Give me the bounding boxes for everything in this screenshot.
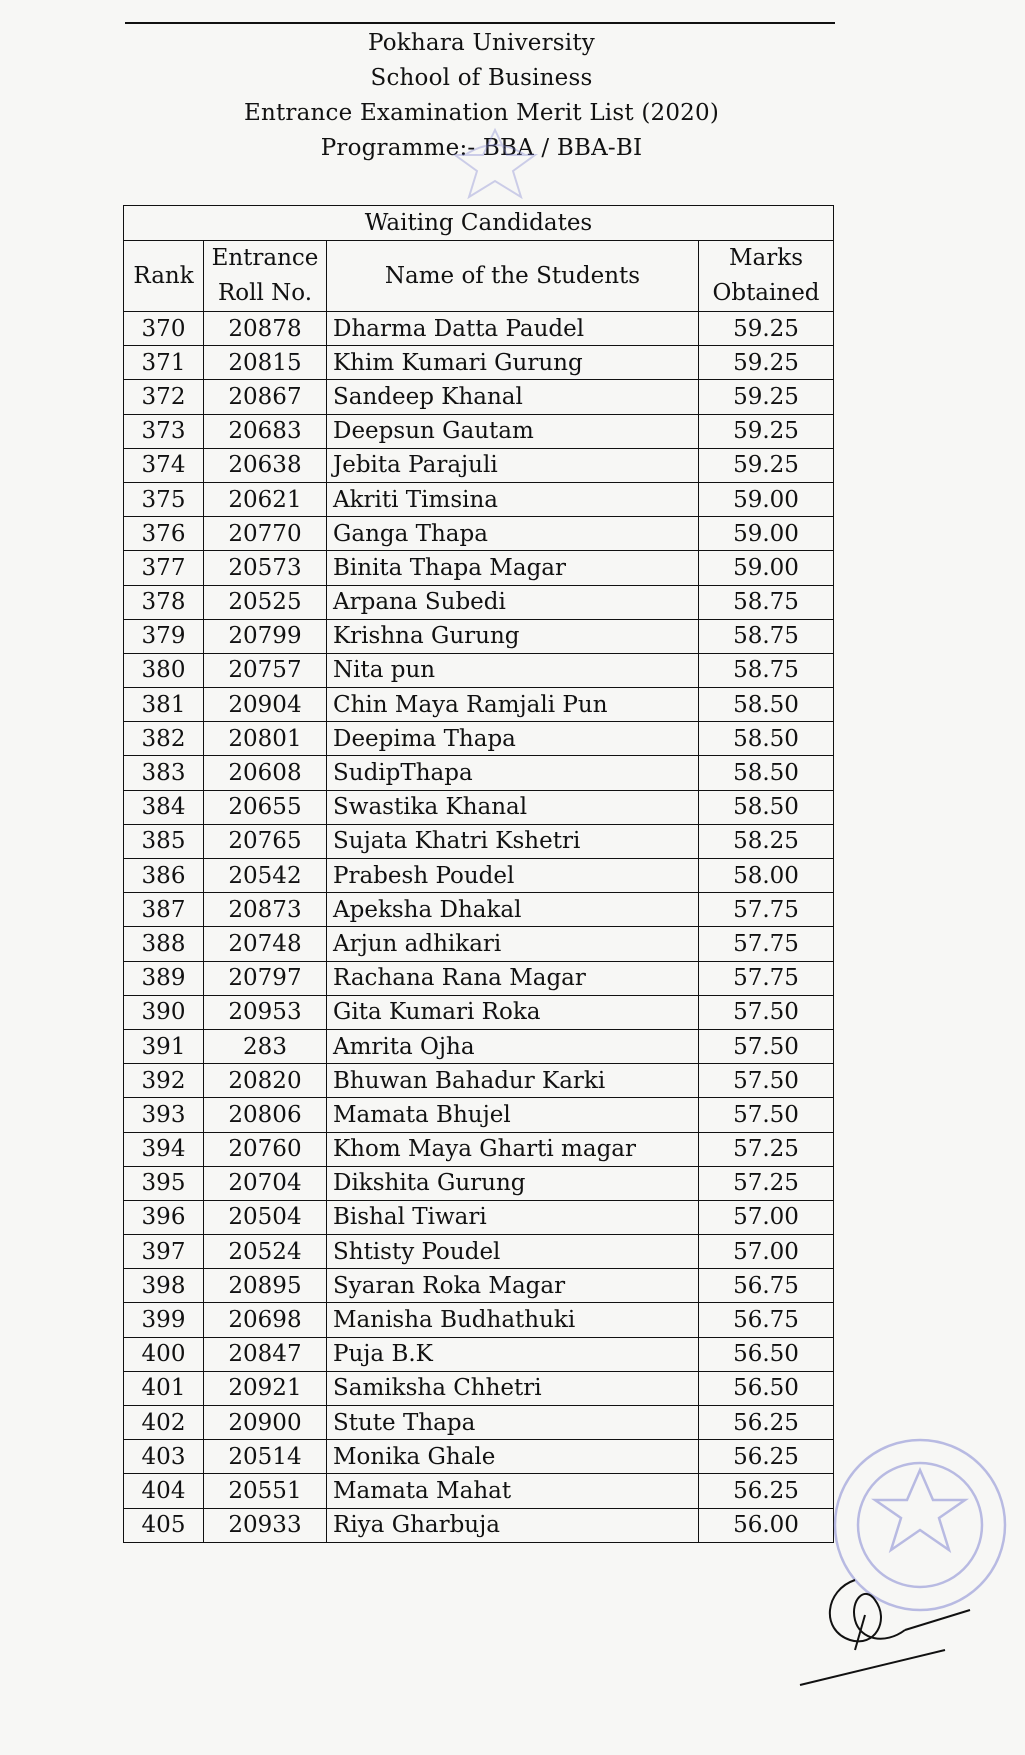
table-row	[124, 995, 834, 1029]
rank-cell: 397	[124, 1235, 204, 1269]
name-cell: Sujata Khatri Kshetri	[327, 824, 699, 858]
table-row	[124, 1508, 834, 1542]
marks-cell: 58.75	[699, 653, 834, 687]
rank-cell: 394	[124, 1132, 204, 1166]
name-cell: Monika Ghale	[327, 1440, 699, 1474]
name-cell: Khom Maya Gharti magar	[327, 1132, 699, 1166]
name-cell: Deepima Thapa	[327, 722, 699, 756]
rank-cell: 382	[124, 722, 204, 756]
table-row	[124, 1371, 834, 1405]
marks-cell: 57.00	[699, 1235, 834, 1269]
table-row	[124, 1098, 834, 1132]
programme-name: Programme:- BBA / BBA-BI	[320, 135, 643, 161]
top-rule	[125, 22, 835, 24]
marks-cell: 56.25	[699, 1406, 834, 1440]
rank-cell: 401	[124, 1371, 204, 1405]
table-row	[124, 414, 834, 448]
signature-icon	[795, 1520, 995, 1690]
roll-cell: 20820	[204, 1064, 327, 1098]
roll-cell: 20900	[204, 1406, 327, 1440]
name-cell: Krishna Gurung	[327, 619, 699, 653]
name-cell: Jebita Parajuli	[327, 448, 699, 482]
roll-cell: 20757	[204, 653, 327, 687]
school-name: School of Business	[370, 65, 593, 91]
rank-cell: 388	[124, 927, 204, 961]
roll-cell: 20878	[204, 312, 327, 346]
marks-cell: 56.50	[699, 1337, 834, 1371]
marks-cell: 57.75	[699, 961, 834, 995]
rank-cell: 395	[124, 1166, 204, 1200]
table-row	[124, 346, 834, 380]
name-cell: Dikshita Gurung	[327, 1166, 699, 1200]
name-cell: Ganga Thapa	[327, 517, 699, 551]
roll-cell: 20921	[204, 1371, 327, 1405]
roll-cell: 20551	[204, 1474, 327, 1508]
rank-cell: 380	[124, 653, 204, 687]
marks-cell: 58.25	[699, 824, 834, 858]
marks-cell: 57.75	[699, 893, 834, 927]
caption-row	[124, 206, 834, 241]
table-row	[124, 790, 834, 824]
list-title: Entrance Examination Merit List (2020)	[243, 100, 720, 126]
roll-cell: 20873	[204, 893, 327, 927]
table-row	[124, 688, 834, 722]
name-cell: Puja B.K	[327, 1337, 699, 1371]
name-cell: Samiksha Chhetri	[327, 1371, 699, 1405]
name-cell: Nita pun	[327, 653, 699, 687]
table-row	[124, 380, 834, 414]
table-row	[124, 1200, 834, 1234]
marks-cell: 57.25	[699, 1166, 834, 1200]
rank-cell: 405	[124, 1508, 204, 1542]
marks-cell: 59.25	[699, 346, 834, 380]
marks-header-line1: Marks	[729, 245, 803, 271]
table-row	[124, 1166, 834, 1200]
rank-cell: 390	[124, 995, 204, 1029]
roll-cell: 20683	[204, 414, 327, 448]
marks-cell: 57.50	[699, 1098, 834, 1132]
roll-cell: 20573	[204, 551, 327, 585]
table-body	[124, 312, 834, 1543]
name-cell: Amrita Ojha	[327, 1029, 699, 1063]
table-row	[124, 619, 834, 653]
rank-cell: 376	[124, 517, 204, 551]
roll-cell: 20748	[204, 927, 327, 961]
roll-cell: 20698	[204, 1303, 327, 1337]
table-row	[124, 859, 834, 893]
roll-cell: 20704	[204, 1166, 327, 1200]
name-cell: Chin Maya Ramjali Pun	[327, 688, 699, 722]
roll-cell: 20638	[204, 448, 327, 482]
rank-cell: 370	[124, 312, 204, 346]
name-cell: Akriti Timsina	[327, 482, 699, 516]
name-cell: Arjun adhikari	[327, 927, 699, 961]
roll-header	[204, 241, 327, 312]
table-row	[124, 1406, 834, 1440]
rank-cell: 391	[124, 1029, 204, 1063]
table-row	[124, 1235, 834, 1269]
marks-cell: 59.25	[699, 448, 834, 482]
name-header: Name of the Students	[327, 241, 699, 312]
table-row	[124, 653, 834, 687]
roll-cell: 20847	[204, 1337, 327, 1371]
rank-cell: 400	[124, 1337, 204, 1371]
name-cell: Binita Thapa Magar	[327, 551, 699, 585]
rank-cell: 392	[124, 1064, 204, 1098]
name-cell: Rachana Rana Magar	[327, 961, 699, 995]
name-cell: Arpana Subedi	[327, 585, 699, 619]
table-caption: Waiting Candidates	[124, 206, 834, 241]
marks-cell: 59.00	[699, 551, 834, 585]
table-row	[124, 1337, 834, 1371]
table-row	[124, 1064, 834, 1098]
roll-cell: 20542	[204, 859, 327, 893]
rank-cell: 386	[124, 859, 204, 893]
watermark-stamp-icon	[395, 125, 595, 215]
rank-cell: 396	[124, 1200, 204, 1234]
roll-cell: 20514	[204, 1440, 327, 1474]
marks-cell: 58.75	[699, 619, 834, 653]
marks-cell: 56.50	[699, 1371, 834, 1405]
rank-cell: 378	[124, 585, 204, 619]
roll-cell: 20953	[204, 995, 327, 1029]
roll-cell: 20801	[204, 722, 327, 756]
name-cell: Stute Thapa	[327, 1406, 699, 1440]
marks-cell: 58.50	[699, 688, 834, 722]
marks-cell: 58.50	[699, 756, 834, 790]
rank-cell: 385	[124, 824, 204, 858]
roll-cell: 20621	[204, 482, 327, 516]
table-row	[124, 1303, 834, 1337]
column-header-row	[124, 241, 834, 312]
marks-cell: 56.75	[699, 1269, 834, 1303]
marks-cell: 58.50	[699, 722, 834, 756]
marks-cell: 57.00	[699, 1200, 834, 1234]
roll-cell: 20806	[204, 1098, 327, 1132]
marks-cell: 56.25	[699, 1474, 834, 1508]
marks-cell: 57.50	[699, 1029, 834, 1063]
name-cell: SudipThapa	[327, 756, 699, 790]
roll-cell: 20770	[204, 517, 327, 551]
name-cell: Bhuwan Bahadur Karki	[327, 1064, 699, 1098]
table-row	[124, 1269, 834, 1303]
roll-cell: 20895	[204, 1269, 327, 1303]
name-cell: Shtisty Poudel	[327, 1235, 699, 1269]
roll-cell: 20904	[204, 688, 327, 722]
rank-cell: 399	[124, 1303, 204, 1337]
name-cell: Khim Kumari Gurung	[327, 346, 699, 380]
rank-cell: 377	[124, 551, 204, 585]
name-cell: Sandeep Khanal	[327, 380, 699, 414]
name-cell: Gita Kumari Roka	[327, 995, 699, 1029]
rank-cell: 374	[124, 448, 204, 482]
roll-cell: 20799	[204, 619, 327, 653]
table-row	[124, 448, 834, 482]
merit-table	[123, 205, 834, 1543]
marks-cell: 57.50	[699, 1064, 834, 1098]
marks-cell: 57.75	[699, 927, 834, 961]
marks-cell: 56.25	[699, 1440, 834, 1474]
rank-cell: 379	[124, 619, 204, 653]
table-row	[124, 1132, 834, 1166]
marks-cell: 58.00	[699, 859, 834, 893]
roll-cell: 20765	[204, 824, 327, 858]
table-row	[124, 756, 834, 790]
marks-cell: 56.00	[699, 1508, 834, 1542]
name-cell: Bishal Tiwari	[327, 1200, 699, 1234]
roll-cell: 20760	[204, 1132, 327, 1166]
marks-cell: 57.50	[699, 995, 834, 1029]
name-cell: Dharma Datta Paudel	[327, 312, 699, 346]
name-cell: Riya Gharbuja	[327, 1508, 699, 1542]
rank-cell: 383	[124, 756, 204, 790]
marks-cell: 59.00	[699, 517, 834, 551]
table-row	[124, 517, 834, 551]
table-row	[124, 961, 834, 995]
table-row	[124, 1440, 834, 1474]
marks-header	[699, 241, 834, 312]
marks-cell: 59.25	[699, 312, 834, 346]
table-row	[124, 551, 834, 585]
marks-header-line2: Obtained	[712, 280, 820, 306]
roll-cell: 283	[204, 1029, 327, 1063]
rank-cell: 373	[124, 414, 204, 448]
marks-cell: 59.25	[699, 380, 834, 414]
name-cell: Prabesh Poudel	[327, 859, 699, 893]
table-row	[124, 722, 834, 756]
name-cell: Apeksha Dhakal	[327, 893, 699, 927]
rank-cell: 371	[124, 346, 204, 380]
roll-cell: 20815	[204, 346, 327, 380]
table-row	[124, 1029, 834, 1063]
rank-header: Rank	[124, 241, 204, 312]
rank-cell: 398	[124, 1269, 204, 1303]
roll-cell: 20867	[204, 380, 327, 414]
marks-cell: 56.75	[699, 1303, 834, 1337]
name-cell: Swastika Khanal	[327, 790, 699, 824]
rank-cell: 402	[124, 1406, 204, 1440]
marks-cell: 57.25	[699, 1132, 834, 1166]
table-row	[124, 585, 834, 619]
roll-cell: 20504	[204, 1200, 327, 1234]
table-row	[124, 482, 834, 516]
roll-cell: 20524	[204, 1235, 327, 1269]
roll-cell: 20655	[204, 790, 327, 824]
table-row	[124, 893, 834, 927]
rank-cell: 389	[124, 961, 204, 995]
rank-cell: 387	[124, 893, 204, 927]
marks-cell: 58.75	[699, 585, 834, 619]
rank-cell: 375	[124, 482, 204, 516]
table-row	[124, 312, 834, 346]
rank-cell: 404	[124, 1474, 204, 1508]
name-cell: Syaran Roka Magar	[327, 1269, 699, 1303]
roll-cell: 20525	[204, 585, 327, 619]
rank-cell: 393	[124, 1098, 204, 1132]
table-row	[124, 927, 834, 961]
rank-cell: 403	[124, 1440, 204, 1474]
name-cell: Mamata Mahat	[327, 1474, 699, 1508]
table-row	[124, 1474, 834, 1508]
roll-header-line2: Roll No.	[217, 280, 313, 306]
roll-cell: 20608	[204, 756, 327, 790]
name-cell: Manisha Budhathuki	[327, 1303, 699, 1337]
table-row	[124, 824, 834, 858]
roll-cell: 20797	[204, 961, 327, 995]
rank-cell: 384	[124, 790, 204, 824]
rank-cell: 372	[124, 380, 204, 414]
roll-cell: 20933	[204, 1508, 327, 1542]
name-cell: Mamata Bhujel	[327, 1098, 699, 1132]
name-cell: Deepsun Gautam	[327, 414, 699, 448]
roll-header-line1: Entrance	[211, 245, 319, 271]
marks-cell: 59.25	[699, 414, 834, 448]
university-name: Pokhara University	[367, 30, 596, 56]
marks-cell: 58.50	[699, 790, 834, 824]
marks-cell: 59.00	[699, 482, 834, 516]
rank-cell: 381	[124, 688, 204, 722]
